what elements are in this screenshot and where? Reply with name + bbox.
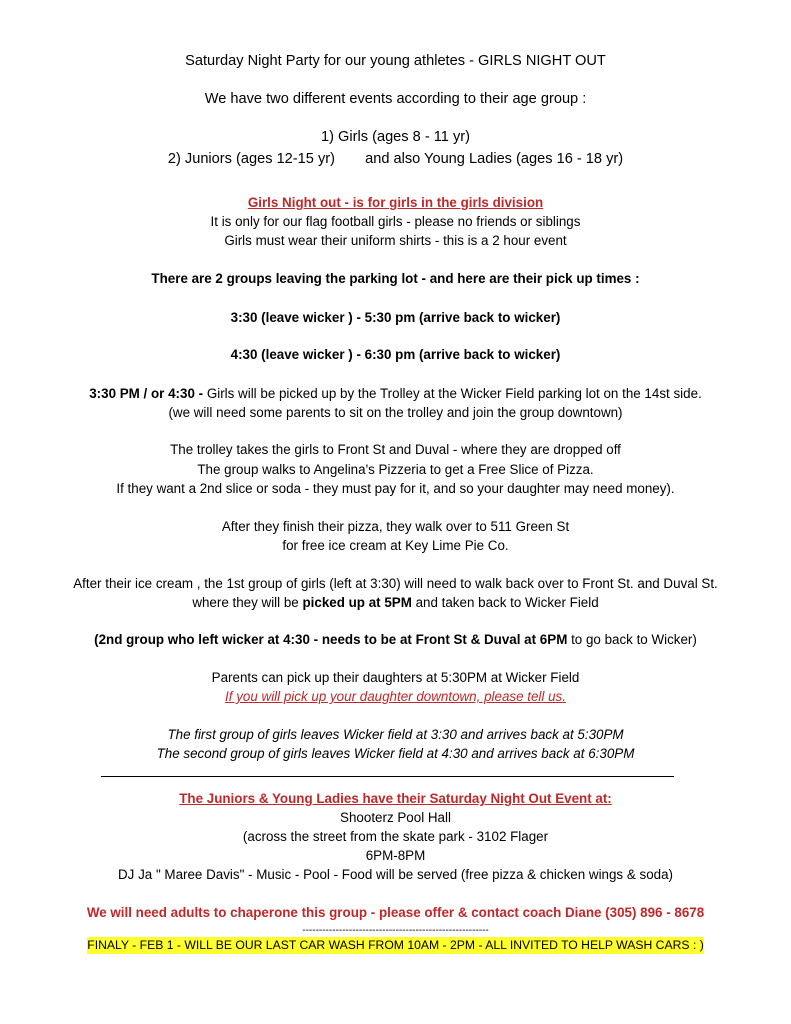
juniors-age: 2) Juniors (ages 12-15 yr) xyxy=(167,151,335,167)
girls-only-note: It is only for our flag football girls - please no friends or siblings xyxy=(210,214,581,229)
second-group-bold: (2nd group who left wicker at 4:30 - needs to be at Front St & Duval at 6PM xyxy=(94,632,568,647)
flyer-title: Saturday Night Party for our young athletes - GIRLS NIGHT OUT xyxy=(185,53,606,69)
car-wash-line xyxy=(0,936,791,954)
intro-line: We have two different events according to their age group : xyxy=(204,91,587,107)
pickup-5pm-bold: picked up at 5PM xyxy=(302,595,412,610)
section-divider xyxy=(101,776,674,777)
uniform-note: Girls must wear their uniform shirts - this is a 2 hour event xyxy=(224,233,567,248)
second-group-schedule: The second group of girls leaves Wicker field at 4:30 and arrives back at 6:30PM xyxy=(156,746,635,761)
ice-cream-note: for free ice cream at Key Lime Pie Co. xyxy=(282,538,509,553)
chaperone-note: We will need adults to chaperone this group - please offer & contact coach Diane (305) 896 - 8678 xyxy=(86,905,705,920)
parents-trolley-note: (we will need some parents to sit on the trolley and join the group downtown) xyxy=(168,405,623,420)
second-group-suffix: to go back to Wicker) xyxy=(567,632,697,647)
age-group-1: 1) Girls (ages 8 - 11 yr) xyxy=(321,129,470,145)
dash-separator: -------------------------------------------------------- xyxy=(302,925,489,936)
trolley-dropoff: The trolley takes the girls to Front St and Duval - where they are dropped off xyxy=(170,442,621,457)
pickup-5pm-suffix: and taken back to Wicker Field xyxy=(411,595,599,610)
venue-location: (across the street from the skate park - 3102 Flager xyxy=(242,829,549,844)
pickup-5pm-line xyxy=(0,594,791,612)
parents-pickup-note: Parents can pick up their daughters at 5:30PM at Wicker Field xyxy=(211,670,580,685)
trolley-pickup-line xyxy=(0,385,791,403)
venue-time: 6PM-8PM xyxy=(365,848,426,863)
age-group-2 xyxy=(0,150,791,168)
second-slice-note: If they want a 2nd slice or soda - they must pay for it, and so your daughter may need money). xyxy=(116,481,675,496)
girls-night-heading: Girls Night out - is for girls in the girls division xyxy=(247,195,544,210)
second-group-line xyxy=(0,631,791,649)
first-group-schedule: The first group of girls leaves Wicker field at 3:30 and arrives back at 5:30PM xyxy=(167,727,624,742)
two-groups-note: There are 2 groups leaving the parking lot - and here are their pick up times : xyxy=(151,271,640,286)
tell-us-note: If you will pick up your daughter downtown, please tell us. xyxy=(225,689,566,704)
trolley-times: 3:30 PM / or 4:30 - xyxy=(89,386,204,401)
dj-note: DJ Ja " Maree Davis" - Music - Pool - Food will be served (free pizza & chicken wings & soda) xyxy=(118,867,673,882)
venue-name: Shooterz Pool Hall xyxy=(340,810,451,825)
pickup-time-1: 3:30 (leave wicker ) - 5:30 pm (arrive back to wicker) xyxy=(230,310,561,325)
car-wash-notice: FINALY - FEB 1 - WILL BE OUR LAST CAR WASH FROM 10AM - 2PM - ALL INVITED TO HELP WASH CARS : ) xyxy=(87,938,704,952)
pickup-5pm-prefix: where they will be xyxy=(192,595,303,610)
after-ice-cream-note: After their ice cream , the 1st group of girls (left at 3:30) will need to walk back over to Front St. and Duval St. xyxy=(73,576,718,591)
young-ladies-age: and also Young Ladies (ages 16 - 18 yr) xyxy=(365,151,624,167)
trolley-pickup-text: Girls will be picked up by the Trolley at the Wicker Field parking lot on the 14st side. xyxy=(203,386,702,401)
pizzeria-note: The group walks to Angelina's Pizzeria to get a Free Slice of Pizza. xyxy=(197,462,594,477)
after-pizza-note: After they finish their pizza, they walk over to 511 Green St xyxy=(221,519,570,534)
juniors-heading: The Juniors & Young Ladies have their Saturday Night Out Event at: xyxy=(179,791,612,806)
pickup-time-2: 4:30 (leave wicker ) - 6:30 pm (arrive back to wicker) xyxy=(230,347,561,362)
